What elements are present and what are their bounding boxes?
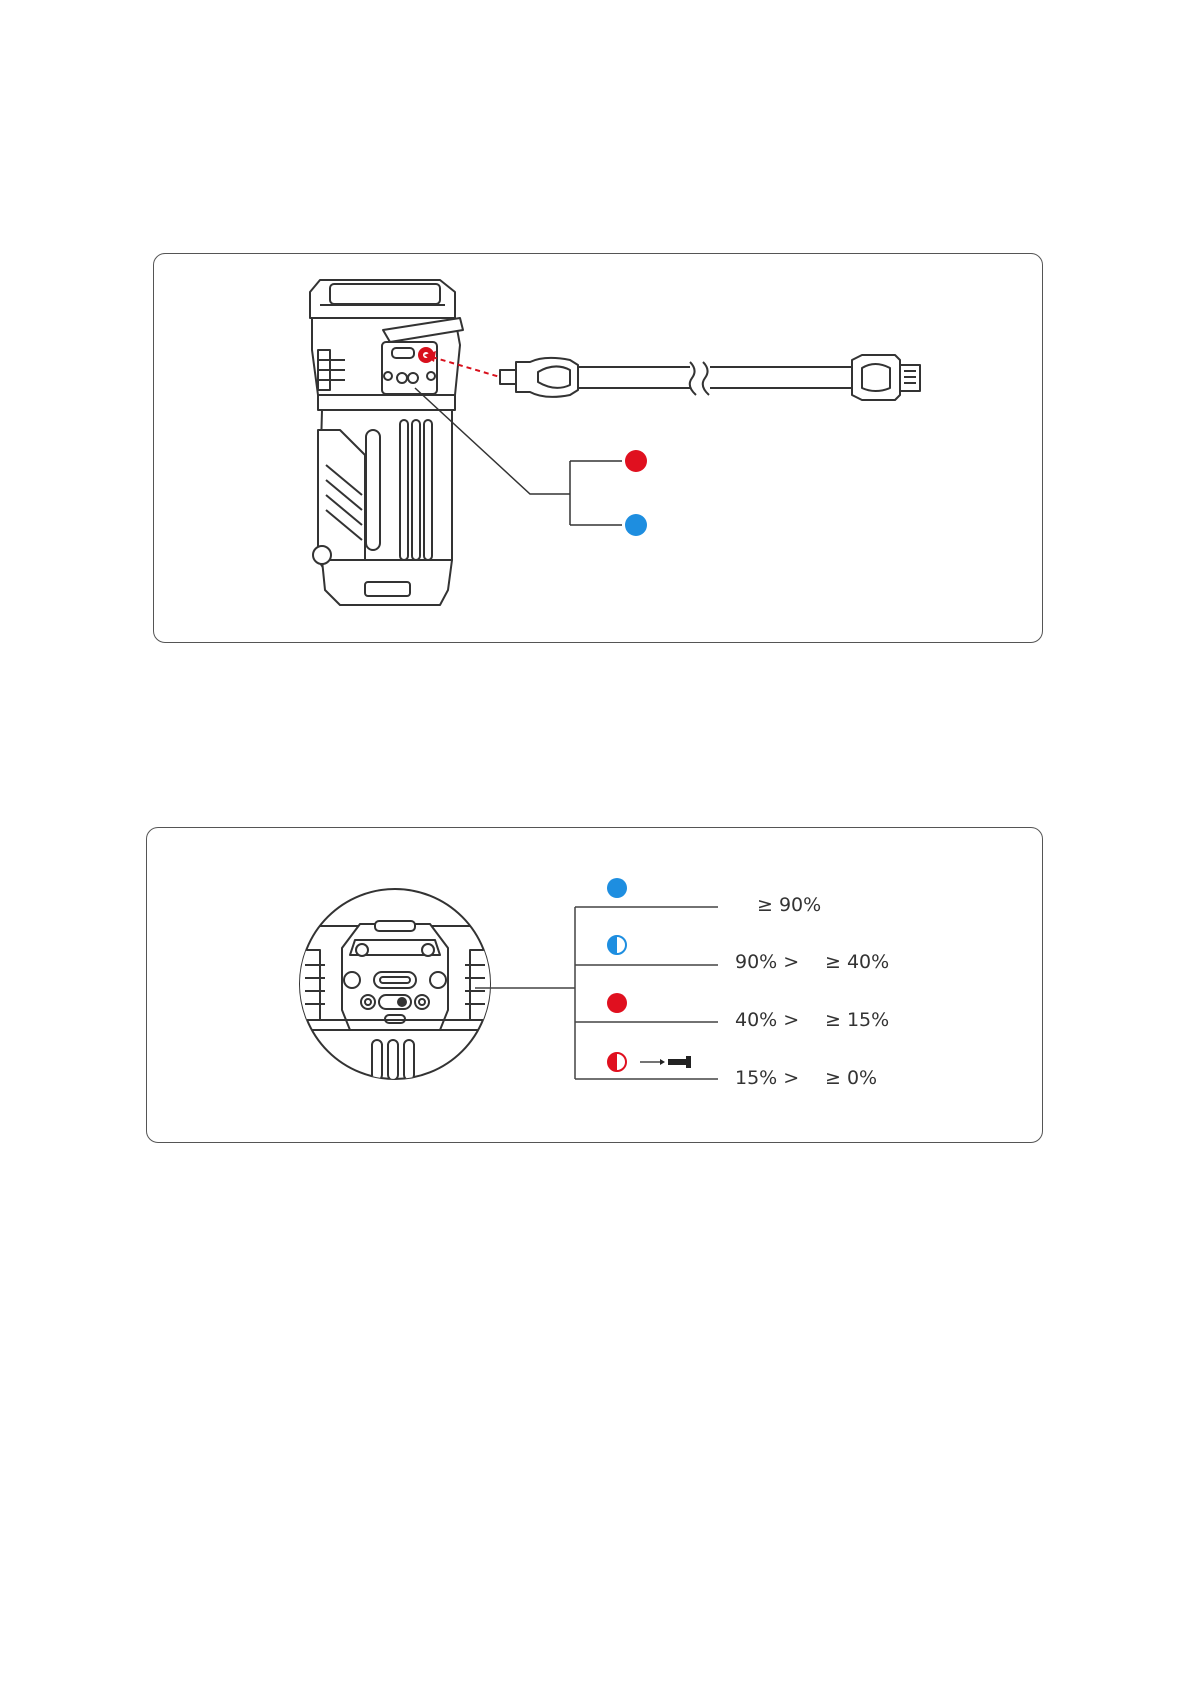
level-3-high: ≥ 15%	[825, 1009, 890, 1031]
battery-level-panel	[146, 827, 1043, 1143]
red-led-solid-icon	[625, 450, 647, 472]
level-1-high: ≥ 90%	[757, 894, 822, 916]
level-4-low: 15% >	[735, 1067, 800, 1089]
blue-led-solid-icon	[625, 514, 647, 536]
usb-cable-illustration	[500, 355, 920, 400]
level-3-low: 40% >	[735, 1009, 800, 1031]
level-2-low: 90% >	[735, 951, 800, 973]
device-illustration	[310, 280, 463, 605]
level-4-high: ≥ 0%	[825, 1067, 878, 1089]
level-2-high: ≥ 40%	[825, 951, 890, 973]
